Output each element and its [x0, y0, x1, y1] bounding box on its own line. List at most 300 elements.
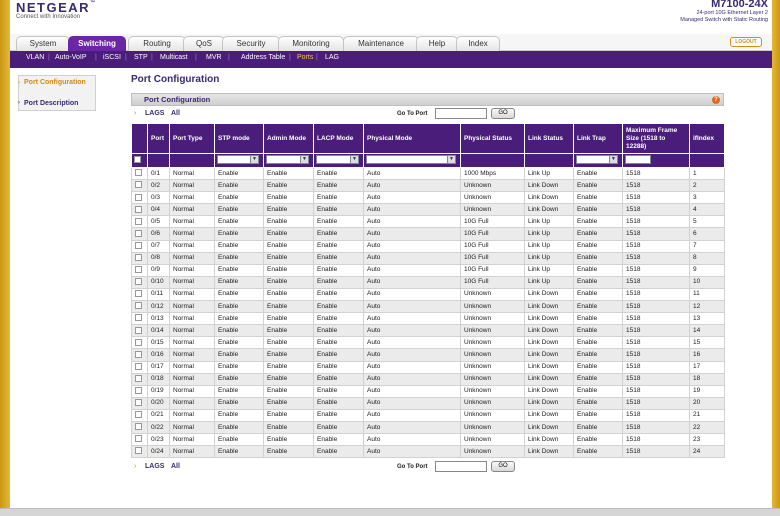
row-checkbox[interactable]	[135, 254, 142, 261]
cell-link-status: Link Up	[525, 276, 574, 288]
cell-link-trap: Enable	[574, 361, 623, 373]
go-to-port-label: Go To Port	[397, 464, 428, 470]
cell-port: 0/23	[148, 434, 170, 446]
cell-ifindex: 13	[690, 313, 725, 325]
cell-port: 0/8	[148, 252, 170, 264]
cell-select	[132, 228, 148, 240]
cell-admin-mode: Enable	[264, 373, 314, 385]
cell-ifindex: 21	[690, 409, 725, 421]
all-link[interactable]: All	[171, 463, 180, 470]
cell-port: 0/6	[148, 228, 170, 240]
row-checkbox[interactable]	[135, 230, 142, 237]
subnav-separator: |	[289, 54, 291, 61]
main-tab-bar	[10, 34, 772, 51]
filter-admin-cell	[264, 154, 314, 168]
cell-ifindex: 4	[690, 204, 725, 216]
tab-qos[interactable]: QoS	[183, 36, 225, 51]
table-row[interactable]	[132, 349, 725, 361]
cell-physical-mode: Auto	[364, 180, 461, 192]
row-checkbox[interactable]	[135, 399, 142, 406]
help-icon[interactable]: ?	[712, 96, 720, 104]
cell-physical-mode: Auto	[364, 276, 461, 288]
cell-select	[132, 276, 148, 288]
cell-admin-mode: Enable	[264, 228, 314, 240]
cell-link-trap: Enable	[574, 216, 623, 228]
table-row[interactable]	[132, 385, 725, 397]
cell-port: 0/15	[148, 337, 170, 349]
cell-physical-mode: Auto	[364, 337, 461, 349]
cell-link-status: Link Down	[525, 373, 574, 385]
cell-port-type: Normal	[170, 301, 215, 313]
cell-port: 0/24	[148, 446, 170, 458]
cell-stp-mode: Enable	[215, 228, 264, 240]
header-physical-status: Physical Status	[461, 124, 525, 154]
tab-monitoring[interactable]: Monitoring	[278, 36, 344, 51]
cell-stp-mode: Enable	[215, 216, 264, 228]
cell-admin-mode: Enable	[264, 325, 314, 337]
cell-stp-mode: Enable	[215, 192, 264, 204]
sidebar-item-port-configuration[interactable]: Port Configuration	[24, 79, 86, 86]
row-checkbox[interactable]	[135, 194, 142, 201]
subnav-separator: |	[316, 54, 318, 61]
cell-select	[132, 264, 148, 276]
max-frame-size-input[interactable]	[625, 155, 651, 164]
cell-physical-mode: Auto	[364, 301, 461, 313]
header-link-status: Link Status	[525, 124, 574, 154]
table-row[interactable]	[132, 397, 725, 409]
cell-physical-status: Unknown	[461, 397, 525, 409]
cell-physical-status: Unknown	[461, 434, 525, 446]
cell-admin-mode: Enable	[264, 361, 314, 373]
row-checkbox[interactable]	[135, 314, 142, 321]
subnav-mvr[interactable]: MVR	[206, 54, 222, 61]
cell-port: 0/1	[148, 168, 170, 180]
cell-link-trap: Enable	[574, 228, 623, 240]
cell-admin-mode: Enable	[264, 216, 314, 228]
cell-port: 0/11	[148, 288, 170, 300]
row-checkbox[interactable]	[135, 387, 142, 394]
cell-port-type: Normal	[170, 216, 215, 228]
cell-link-trap: Enable	[574, 240, 623, 252]
table-row[interactable]	[132, 216, 725, 228]
table-row[interactable]	[132, 421, 725, 433]
cell-stp-mode: Enable	[215, 337, 264, 349]
header-admin-mode: Admin Mode	[264, 124, 314, 154]
cell-lacp-mode: Enable	[314, 192, 364, 204]
cell-stp-mode: Enable	[215, 313, 264, 325]
cell-admin-mode: Enable	[264, 192, 314, 204]
cell-port-type: Normal	[170, 409, 215, 421]
section-title: Port Configuration	[144, 95, 211, 104]
tab-routing[interactable]: Routing	[128, 36, 186, 51]
cell-physical-mode: Auto	[364, 446, 461, 458]
filter-physical-mode-cell	[364, 154, 461, 168]
cell-port-type: Normal	[170, 385, 215, 397]
cell-port: 0/16	[148, 349, 170, 361]
cell-stp-mode: Enable	[215, 264, 264, 276]
cell-link-status: Link Up	[525, 240, 574, 252]
window-frame-left	[0, 0, 10, 516]
cell-stp-mode: Enable	[215, 276, 264, 288]
cell-select	[132, 180, 148, 192]
cell-physical-status: Unknown	[461, 204, 525, 216]
cell-port-type: Normal	[170, 252, 215, 264]
cell-select	[132, 361, 148, 373]
tab-index[interactable]: Index	[456, 36, 500, 51]
cell-link-status: Link Down	[525, 204, 574, 216]
cell-physical-status: Unknown	[461, 288, 525, 300]
cell-lacp-mode: Enable	[314, 349, 364, 361]
cell-port: 0/20	[148, 397, 170, 409]
row-checkbox[interactable]	[135, 290, 142, 297]
table-row[interactable]	[132, 409, 725, 421]
row-checkbox[interactable]	[135, 206, 142, 213]
cell-port-type: Normal	[170, 397, 215, 409]
link-trap-select[interactable]	[576, 155, 618, 164]
cell-link-trap: Enable	[574, 301, 623, 313]
cell-select	[132, 349, 148, 361]
subnav-vlan[interactable]: VLAN	[26, 54, 45, 61]
cell-max-frame-size: 1518	[623, 276, 690, 288]
subnav-address-table[interactable]: Address Table	[241, 54, 286, 61]
arrow-icon: ›	[134, 463, 137, 470]
cell-link-status: Link Down	[525, 397, 574, 409]
table-header-row	[132, 124, 725, 154]
cell-ifindex: 1	[690, 168, 725, 180]
table-row[interactable]	[132, 204, 725, 216]
row-checkbox[interactable]	[135, 339, 142, 346]
cell-admin-mode: Enable	[264, 349, 314, 361]
cell-physical-status: Unknown	[461, 385, 525, 397]
row-checkbox[interactable]	[135, 169, 142, 176]
cell-link-trap: Enable	[574, 252, 623, 264]
cell-select	[132, 397, 148, 409]
cell-link-status: Link Down	[525, 180, 574, 192]
cell-link-status: Link Up	[525, 168, 574, 180]
cell-ifindex: 11	[690, 288, 725, 300]
row-checkbox[interactable]	[135, 218, 142, 225]
cell-max-frame-size: 1518	[623, 240, 690, 252]
filter-empty-cell	[148, 154, 170, 168]
cell-physical-status: 1000 Mbps	[461, 168, 525, 180]
admin-mode-select[interactable]	[266, 155, 309, 164]
header-stp-mode: STP mode	[215, 124, 264, 154]
cell-link-status: Link Down	[525, 349, 574, 361]
cell-port: 0/18	[148, 373, 170, 385]
row-checkbox[interactable]	[135, 242, 142, 249]
cell-link-trap: Enable	[574, 434, 623, 446]
cell-lacp-mode: Enable	[314, 240, 364, 252]
cell-select	[132, 192, 148, 204]
table-row[interactable]	[132, 252, 725, 264]
cell-select	[132, 337, 148, 349]
header-link-trap: Link Trap	[574, 124, 623, 154]
cell-link-trap: Enable	[574, 373, 623, 385]
table-row[interactable]	[132, 337, 725, 349]
cell-port: 0/9	[148, 264, 170, 276]
lag-filter-bar-bottom	[131, 461, 724, 475]
subnav-ports[interactable]: Ports	[297, 54, 314, 61]
cell-port-type: Normal	[170, 337, 215, 349]
table-row[interactable]	[132, 446, 725, 458]
cell-stp-mode: Enable	[215, 180, 264, 192]
cell-physical-mode: Auto	[364, 228, 461, 240]
cell-physical-status: 10G Full	[461, 216, 525, 228]
table-row[interactable]	[132, 228, 725, 240]
cell-physical-mode: Auto	[364, 313, 461, 325]
table-row[interactable]	[132, 301, 725, 313]
table-row[interactable]	[132, 313, 725, 325]
cell-max-frame-size: 1518	[623, 252, 690, 264]
cell-max-frame-size: 1518	[623, 397, 690, 409]
cell-link-status: Link Down	[525, 446, 574, 458]
cell-port-type: Normal	[170, 276, 215, 288]
go-to-port-input[interactable]	[435, 461, 487, 472]
cell-ifindex: 5	[690, 216, 725, 228]
row-checkbox[interactable]	[135, 447, 142, 454]
cell-select	[132, 409, 148, 421]
tab-maintenance[interactable]: Maintenance	[343, 36, 419, 51]
cell-stp-mode: Enable	[215, 204, 264, 216]
filter-lacp-cell	[314, 154, 364, 168]
filter-empty-cell	[461, 154, 525, 168]
cell-stp-mode: Enable	[215, 421, 264, 433]
cell-select	[132, 421, 148, 433]
arrow-icon: ›	[134, 110, 137, 117]
cell-link-status: Link Down	[525, 337, 574, 349]
cell-port-type: Normal	[170, 192, 215, 204]
logout-button[interactable]: LOGOUT	[730, 37, 762, 47]
cell-link-trap: Enable	[574, 192, 623, 204]
go-button[interactable]: GO	[491, 461, 515, 472]
model-description	[680, 10, 768, 24]
cell-admin-mode: Enable	[264, 180, 314, 192]
cell-physical-status: 10G Full	[461, 240, 525, 252]
cell-physical-mode: Auto	[364, 397, 461, 409]
row-checkbox[interactable]	[135, 351, 142, 358]
stp-mode-select[interactable]	[217, 155, 259, 164]
cell-physical-status: Unknown	[461, 180, 525, 192]
subnav-lag[interactable]: LAG	[325, 54, 340, 61]
header-physical-mode: Physical Mode	[364, 124, 461, 154]
cell-port-type: Normal	[170, 264, 215, 276]
cell-lacp-mode: Enable	[314, 397, 364, 409]
cell-lacp-mode: Enable	[314, 301, 364, 313]
subnav-stp[interactable]: STP	[134, 54, 148, 61]
all-link[interactable]: All	[171, 110, 180, 117]
header	[10, 0, 772, 34]
cell-lacp-mode: Enable	[314, 385, 364, 397]
filter-empty-cell	[690, 154, 725, 168]
cell-port-type: Normal	[170, 446, 215, 458]
cell-admin-mode: Enable	[264, 313, 314, 325]
cell-physical-mode: Auto	[364, 216, 461, 228]
select-all-checkbox[interactable]	[134, 156, 141, 163]
cell-physical-status: Unknown	[461, 409, 525, 421]
table-row[interactable]	[132, 434, 725, 446]
bottom-status-bar	[0, 508, 780, 516]
cell-ifindex: 10	[690, 276, 725, 288]
cell-link-status: Link Up	[525, 216, 574, 228]
go-button[interactable]: GO	[491, 108, 515, 119]
cell-ifindex: 19	[690, 385, 725, 397]
cell-physical-mode: Auto	[364, 264, 461, 276]
cell-lacp-mode: Enable	[314, 264, 364, 276]
table-row[interactable]	[132, 180, 725, 192]
table-row[interactable]	[132, 325, 725, 337]
cell-physical-status: 10G Full	[461, 264, 525, 276]
table-filter-row	[132, 154, 725, 168]
cell-port-type: Normal	[170, 228, 215, 240]
cell-link-status: Link Down	[525, 301, 574, 313]
cell-admin-mode: Enable	[264, 409, 314, 421]
cell-ifindex: 9	[690, 264, 725, 276]
cell-link-trap: Enable	[574, 421, 623, 433]
cell-admin-mode: Enable	[264, 276, 314, 288]
cell-physical-status: Unknown	[461, 192, 525, 204]
logo-tagline: Connect with Innovation	[16, 14, 81, 20]
sidebar-item-port-description[interactable]: Port Description	[24, 100, 79, 107]
cell-lacp-mode: Enable	[314, 446, 364, 458]
row-checkbox[interactable]	[135, 435, 142, 442]
cell-select	[132, 252, 148, 264]
table-row[interactable]	[132, 361, 725, 373]
cell-ifindex: 12	[690, 301, 725, 313]
cell-admin-mode: Enable	[264, 204, 314, 216]
cell-link-trap: Enable	[574, 446, 623, 458]
cell-physical-mode: Auto	[364, 349, 461, 361]
go-to-port-label: Go To Port	[397, 111, 428, 117]
filter-frame-size-cell	[623, 154, 690, 168]
cell-max-frame-size: 1518	[623, 421, 690, 433]
cell-link-status: Link Up	[525, 252, 574, 264]
cell-physical-mode: Auto	[364, 240, 461, 252]
cell-link-trap: Enable	[574, 325, 623, 337]
cell-max-frame-size: 1518	[623, 180, 690, 192]
cell-link-trap: Enable	[574, 397, 623, 409]
row-checkbox[interactable]	[135, 302, 142, 309]
subnav-iscsi[interactable]: iSCSI	[103, 54, 121, 61]
cell-admin-mode: Enable	[264, 252, 314, 264]
table-row[interactable]	[132, 276, 725, 288]
physical-mode-select[interactable]	[366, 155, 456, 164]
cell-port: 0/17	[148, 361, 170, 373]
row-checkbox[interactable]	[135, 266, 142, 273]
row-checkbox[interactable]	[135, 375, 142, 382]
cell-ifindex: 18	[690, 373, 725, 385]
sidebar-active-arrow-icon: ›	[18, 80, 20, 86]
cell-select	[132, 313, 148, 325]
row-checkbox[interactable]	[135, 278, 142, 285]
cell-stp-mode: Enable	[215, 325, 264, 337]
table-row[interactable]	[132, 288, 725, 300]
table-row[interactable]	[132, 264, 725, 276]
cell-ifindex: 15	[690, 337, 725, 349]
cell-stp-mode: Enable	[215, 349, 264, 361]
filter-empty-cell	[170, 154, 215, 168]
cell-ifindex: 24	[690, 446, 725, 458]
cell-max-frame-size: 1518	[623, 446, 690, 458]
cell-physical-status: Unknown	[461, 337, 525, 349]
cell-max-frame-size: 1518	[623, 337, 690, 349]
tab-switching[interactable]: Switching	[68, 36, 126, 51]
cell-select	[132, 385, 148, 397]
cell-ifindex: 3	[690, 192, 725, 204]
cell-lacp-mode: Enable	[314, 288, 364, 300]
tab-help[interactable]: Help	[416, 36, 458, 51]
cell-lacp-mode: Enable	[314, 228, 364, 240]
cell-physical-status: 10G Full	[461, 228, 525, 240]
cell-physical-mode: Auto	[364, 385, 461, 397]
table-row[interactable]	[132, 373, 725, 385]
cell-ifindex: 16	[690, 349, 725, 361]
subnav-separator: |	[125, 54, 127, 61]
cell-select	[132, 434, 148, 446]
row-checkbox[interactable]	[135, 181, 142, 188]
table-row[interactable]	[132, 168, 725, 180]
cell-physical-mode: Auto	[364, 361, 461, 373]
lags-link[interactable]: LAGS	[145, 110, 165, 117]
cell-link-trap: Enable	[574, 168, 623, 180]
cell-stp-mode: Enable	[215, 385, 264, 397]
cell-lacp-mode: Enable	[314, 313, 364, 325]
row-checkbox[interactable]	[135, 363, 142, 370]
cell-port-type: Normal	[170, 434, 215, 446]
cell-port: 0/7	[148, 240, 170, 252]
table-row[interactable]	[132, 240, 725, 252]
cell-select	[132, 204, 148, 216]
cell-select	[132, 446, 148, 458]
cell-stp-mode: Enable	[215, 373, 264, 385]
cell-physical-status: Unknown	[461, 349, 525, 361]
table-row[interactable]	[132, 192, 725, 204]
row-checkbox[interactable]	[135, 423, 142, 430]
cell-admin-mode: Enable	[264, 240, 314, 252]
cell-lacp-mode: Enable	[314, 337, 364, 349]
cell-max-frame-size: 1518	[623, 373, 690, 385]
cell-lacp-mode: Enable	[314, 276, 364, 288]
row-checkbox[interactable]	[135, 411, 142, 418]
header-port: Port	[148, 124, 170, 154]
cell-port: 0/22	[148, 421, 170, 433]
cell-physical-status: 10G Full	[461, 252, 525, 264]
cell-link-trap: Enable	[574, 337, 623, 349]
tab-security[interactable]: Security	[222, 36, 280, 51]
go-to-port-input[interactable]	[435, 108, 487, 119]
lags-link[interactable]: LAGS	[145, 463, 165, 470]
cell-physical-status: Unknown	[461, 446, 525, 458]
lacp-mode-select[interactable]	[316, 155, 359, 164]
cell-stp-mode: Enable	[215, 434, 264, 446]
cell-link-trap: Enable	[574, 276, 623, 288]
cell-port-type: Normal	[170, 421, 215, 433]
cell-link-trap: Enable	[574, 313, 623, 325]
cell-select	[132, 288, 148, 300]
subnav-auto-voip[interactable]: Auto-VoIP	[55, 54, 87, 61]
subnav-separator: |	[151, 54, 153, 61]
cell-max-frame-size: 1518	[623, 361, 690, 373]
cell-link-status: Link Down	[525, 288, 574, 300]
cell-ifindex: 22	[690, 421, 725, 433]
row-checkbox[interactable]	[135, 327, 142, 334]
subnav-multicast[interactable]: Multicast	[160, 54, 188, 61]
header-select	[132, 124, 148, 154]
tab-system[interactable]: System	[16, 36, 70, 51]
cell-stp-mode: Enable	[215, 288, 264, 300]
cell-max-frame-size: 1518	[623, 434, 690, 446]
subnav-separator: |	[95, 54, 97, 61]
cell-link-trap: Enable	[574, 349, 623, 361]
